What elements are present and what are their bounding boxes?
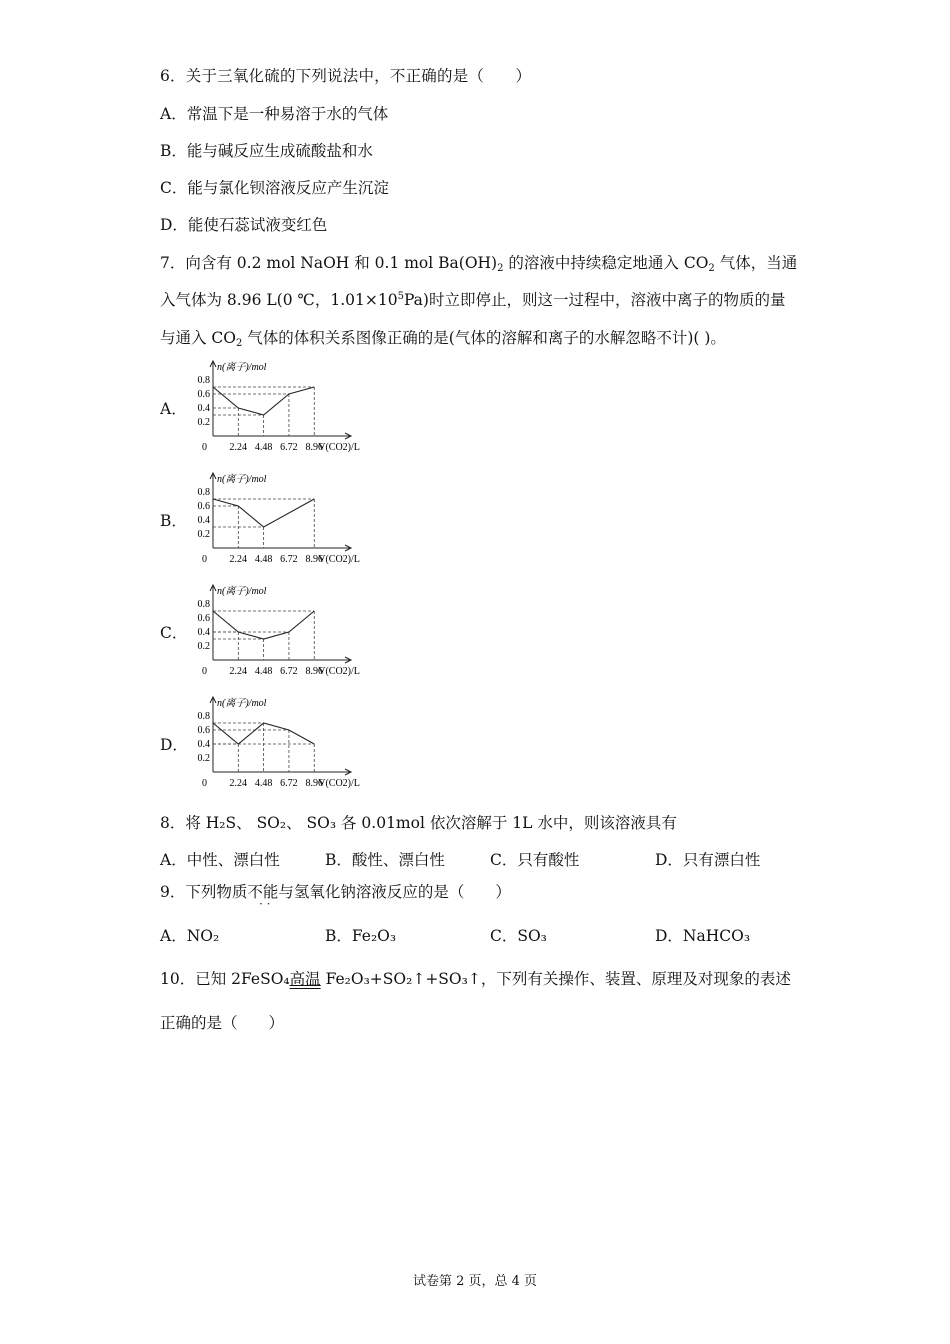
q7-stem-line2: 入气体为 8.96 L(0 ℃，$1.01\times 10^5Pa$)时立即停止，则这一过程中，溶液中离子的物质的量	[160, 291, 786, 309]
x-tick-label: 6.72	[280, 554, 298, 565]
y-tick-label: 0.6	[197, 613, 210, 624]
y-tick-label: 0.6	[197, 725, 210, 736]
x-tick-label: 0	[202, 442, 207, 453]
q9-stem: 9．下列物质不能与氢氧化钠溶液反应的是（ ）	[160, 883, 511, 901]
x-tick-label: 4.48	[254, 666, 273, 677]
q9-option-a: A．NO₂	[160, 927, 220, 945]
y-tick-label: 0.6	[197, 389, 210, 400]
x-tick-label: 0	[202, 666, 207, 677]
q9-option-c: C．SO₃	[490, 927, 547, 945]
q7-stem-line1: 7．向含有 0.2 mol NaOH 和 0.1 mol $Ba(OH)_2$ 的溶液中持续稳定地通入 $CO_2$ 气体，当通	[160, 254, 798, 274]
q7-option-d-label: D．	[160, 736, 188, 754]
q6-option-a: A．常温下是一种易溶于水的气体	[160, 105, 389, 123]
q8-option-b: B．酸性、漂白性	[325, 851, 445, 869]
y-tick-label: 0.8	[197, 375, 210, 386]
q7-chart-d	[186, 694, 376, 798]
y-axis-label: n(离子)/mol	[217, 362, 267, 373]
series-line	[213, 387, 314, 415]
x-tick-label: 6.72	[280, 666, 298, 677]
y-tick-label: 0.4	[197, 403, 210, 414]
x-tick-label: 6.72	[280, 778, 298, 789]
q7-chart-a	[186, 358, 376, 462]
q8-option-c: C．只有酸性	[490, 851, 580, 869]
q7-chart-c	[186, 582, 376, 686]
q10-heat-condition: 高温	[289, 970, 321, 988]
x-tick-label: 2.24	[229, 554, 248, 565]
q8-option-a: A．中性、漂白性	[160, 851, 280, 869]
q6-option-c: C．能与氯化钡溶液反应产生沉淀	[160, 179, 389, 197]
q6-stem: 6．关于三氧化硫的下列说法中，不正确的是（ ）	[160, 67, 532, 85]
x-tick-label: 2.24	[229, 442, 248, 453]
x-tick-label: 2.24	[229, 778, 248, 789]
y-tick-label: 0.8	[197, 711, 210, 722]
x-tick-label: 6.72	[280, 442, 298, 453]
q7-option-b-label: B．	[160, 512, 187, 530]
q10-stem-line2: 正确的是（ ）	[160, 1014, 285, 1032]
q8-option-d: D．只有漂白性	[655, 851, 761, 869]
q10-stem-line1: 10．已知 2FeSO₄高温 Fe₂O₃+SO₂↑+SO₃↑，下列有关操作、装置、原理及对现象的表述	[160, 970, 791, 988]
x-axis-label: V(CO2)/L	[318, 778, 360, 789]
y-tick-label: 0.2	[197, 529, 210, 540]
q8-stem: 8．将 H₂S、 SO₂、 SO₃ 各 0.01mol 依次溶解于 1L 水中，则该溶液具有	[160, 814, 677, 832]
y-axis-label: n(离子)/mol	[217, 474, 267, 485]
y-tick-label: 0.2	[197, 417, 210, 428]
x-tick-label: 4.48	[254, 554, 273, 565]
x-axis-label: V(CO2)/L	[318, 554, 360, 565]
page-footer: 试卷第 2 页，总 4 页	[412, 1274, 538, 1289]
x-tick-label: 4.48	[254, 442, 273, 453]
y-tick-label: 0.4	[197, 739, 210, 750]
y-axis-label: n(离子)/mol	[217, 586, 267, 597]
y-tick-label: 0.4	[197, 627, 210, 638]
x-tick-label: 0	[202, 554, 207, 565]
q9-emphasis-dots: · ·	[259, 897, 271, 911]
q6-option-b: B．能与碱反应生成硫酸盐和水	[160, 142, 373, 160]
q9-option-d: D．NaHCO₃	[655, 927, 751, 945]
y-tick-label: 0.6	[197, 501, 210, 512]
series-line	[213, 499, 314, 527]
x-tick-label: 4.48	[254, 778, 273, 789]
x-axis-label: V(CO2)/L	[318, 442, 360, 453]
x-tick-label: 8.96	[305, 554, 323, 565]
y-tick-label: 0.2	[197, 753, 210, 764]
y-tick-label: 0.8	[197, 599, 210, 610]
series-line	[213, 611, 314, 639]
q9-option-b: B．Fe₂O₃	[325, 927, 397, 945]
x-tick-label: 8.96	[305, 666, 323, 677]
y-axis-label: n(离子)/mol	[217, 698, 267, 709]
x-tick-label: 8.96	[305, 778, 323, 789]
q7-option-a-label: A．	[160, 400, 187, 418]
x-tick-label: 8.96	[305, 442, 323, 453]
y-tick-label: 0.8	[197, 487, 210, 498]
q6-option-d: D．能使石蕊试液变红色	[160, 216, 328, 234]
q7-chart-b	[186, 470, 376, 574]
q7-option-c-label: C．	[160, 624, 188, 642]
x-tick-label: 0	[202, 778, 207, 789]
x-axis-label: V(CO2)/L	[318, 666, 360, 677]
y-tick-label: 0.2	[197, 641, 210, 652]
x-tick-label: 2.24	[229, 666, 248, 677]
q7-stem-line3: 与通入 $CO_2$ 气体的体积关系图像正确的是(气体的溶解和离子的水解忽略不计)( )。	[160, 329, 726, 349]
y-tick-label: 0.4	[197, 515, 210, 526]
